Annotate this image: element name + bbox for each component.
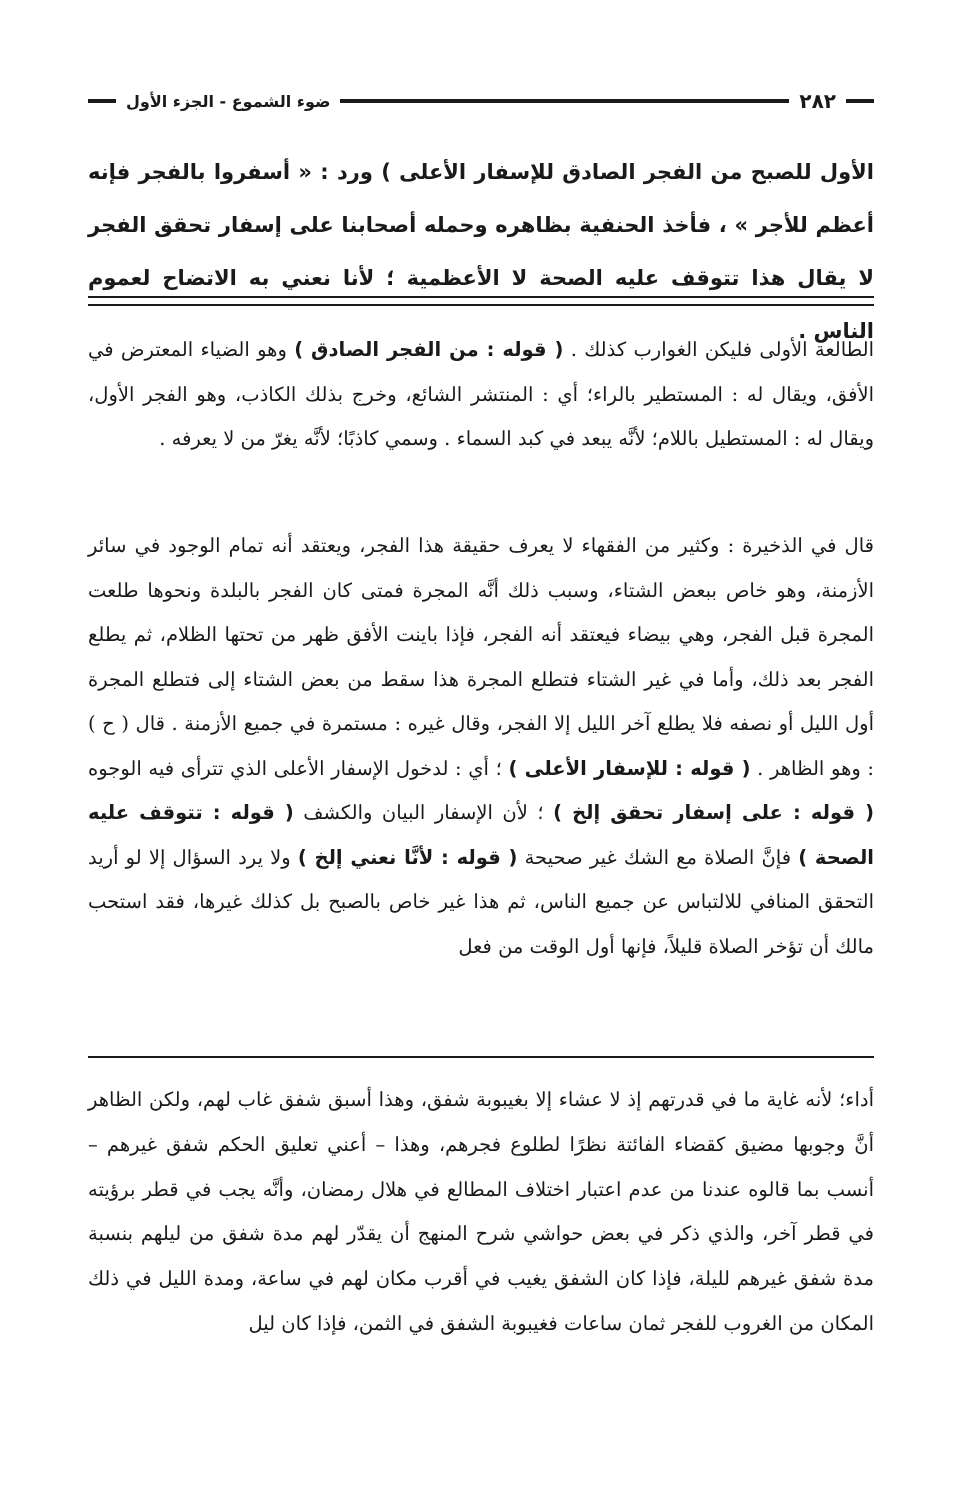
commentary-text: ؛ لأن الإسفار البيان والكشف xyxy=(293,801,554,824)
commentary-paragraph-2 xyxy=(88,524,874,969)
header-dash-right xyxy=(846,99,874,103)
header-rule xyxy=(340,99,789,103)
page-number: ٢٨٢ xyxy=(799,89,836,113)
header-dash-left xyxy=(88,99,116,103)
footnote-text: أداء؛ لأنه غاية ما في قدرتهم إذ لا عشاء إلا بغيبوبة شفق، وهذا أسبق شفق غاب لهم، ولكن الظاهر أنَّ وجوبها مضيق كقضاء الفائتة نظرًا لطلوع فجرهم، وهذا – أعني تعليق الحكم شفق غيرهم – أنسب بما قالوه عندنا من عدم اعتبار اختلاف المطالع في هلال رمضان، وأنَّه يجب في قطر برؤيته في قطر آخر، والذي ذكر في بعض حواشي شرح المنهج أن يقدّر لهم مدة شفق من ليلهم بنسبة مدة شفق غيرهم لليلة، فإذا كان الشفق يغيب في أقرب مكان لهم في ساعة، ومدة الليل في ذلك المكان من الغروب للفجر ثمان ساعات فغيبوبة الشفق في الثمن، فإذا كان ليل xyxy=(88,1088,874,1335)
running-header xyxy=(88,86,874,116)
commentary-text: وهو الضياء المعترض في الأفق، ويقال له : المستطير بالراء؛ أي : المنتشر الشائع، وخرج بذلك الكاذب، وهو الفجر الأول، ويقال له : المستطيل باللام؛ لأنَّه يبعد في كبد السماء . وسمي كاذبًا؛ لأنَّه يغرّ من لا يعرفه . xyxy=(88,338,874,450)
quoted-heading: ( قوله : للإسفار الأعلى ) xyxy=(508,756,751,780)
quoted-heading: ( قوله : على إسفار تحقق إلخ ) xyxy=(553,801,874,824)
quoted-heading: ( قوله : من الفجر الصادق ) xyxy=(294,338,564,361)
commentary-text: : وهو الظاهر . xyxy=(750,756,874,780)
commentary-text: الطالعة الأولى فليكن الغوارب كذلك . xyxy=(563,338,875,361)
commentary-paragraph-1 xyxy=(88,328,874,462)
abbreviation: ( ح ) xyxy=(88,712,129,735)
quoted-heading: ( قوله : لأنَّا نعني إلخ ) xyxy=(297,845,518,869)
running-title: ضوء الشموع - الجزء الأول xyxy=(126,91,331,111)
commentary-text: فإنَّ الصلاة مع الشك غير صحيحة xyxy=(517,845,799,869)
commentary-text: قال في الذخيرة : وكثير من الفقهاء لا يعرف حقيقة هذا الفجر، ويعتقد أنه تمام الوجود في سائر الأزمنة، وهو خاص ببعض الشتاء، وسبب ذلك أنَّه المجرة فمتى كان الفجر بالبلدة ونحوها طلعت المجرة قبل الفجر، وهي بيضاء فيعتقد أنه الفجر، فإذا باينت الأفق ظهر من تحتها الظلام، ثم يطلع الفجر بعد ذلك، وأما في غير الشتاء فتطلع المجرة هذا سقط من بعض الشتاء إلى فتطلع المجرة أول الليل أو نصفه فلا يطلع آخر الليل إلا الفجر، وقال غيره : مستمرة في جميع الأزمنة . قال xyxy=(88,534,875,735)
commentary-text: ولا يرد السؤال إلا لو أريد التحقق المنافي للالتباس عن جميع الناس، ثم هذا غير خاص بالصبح بل كذلك غيرها، فقد استحب مالك أن تؤخر الصلاة قليلاً، فإنها أول الوقت من فعل xyxy=(88,845,874,958)
matn-text: الأول للصبح من الفجر الصادق للإسفار الأعلى ) ورد : « أسفروا بالفجر فإنه أعظم للأجر » ، فأخذ الحنفية بظاهره وحمله أصحابنا على إسفار تحقق الفجر لا يقال هذا تتوقف عليه الصحة لا الأعظمية ؛ لأنا نعني به الاتضاح لعموم الناس . xyxy=(88,160,874,343)
footnote-block xyxy=(88,1078,874,1347)
commentary-text: ؛ أي : لدخول الإسفار الأعلى الذي تترأى فيه الوجوه xyxy=(88,756,509,780)
quoted-heading: ( قوله : تتوقف عليه الصحة ) xyxy=(88,801,874,869)
matn-separator xyxy=(88,296,874,306)
footnote-separator xyxy=(88,1056,874,1058)
